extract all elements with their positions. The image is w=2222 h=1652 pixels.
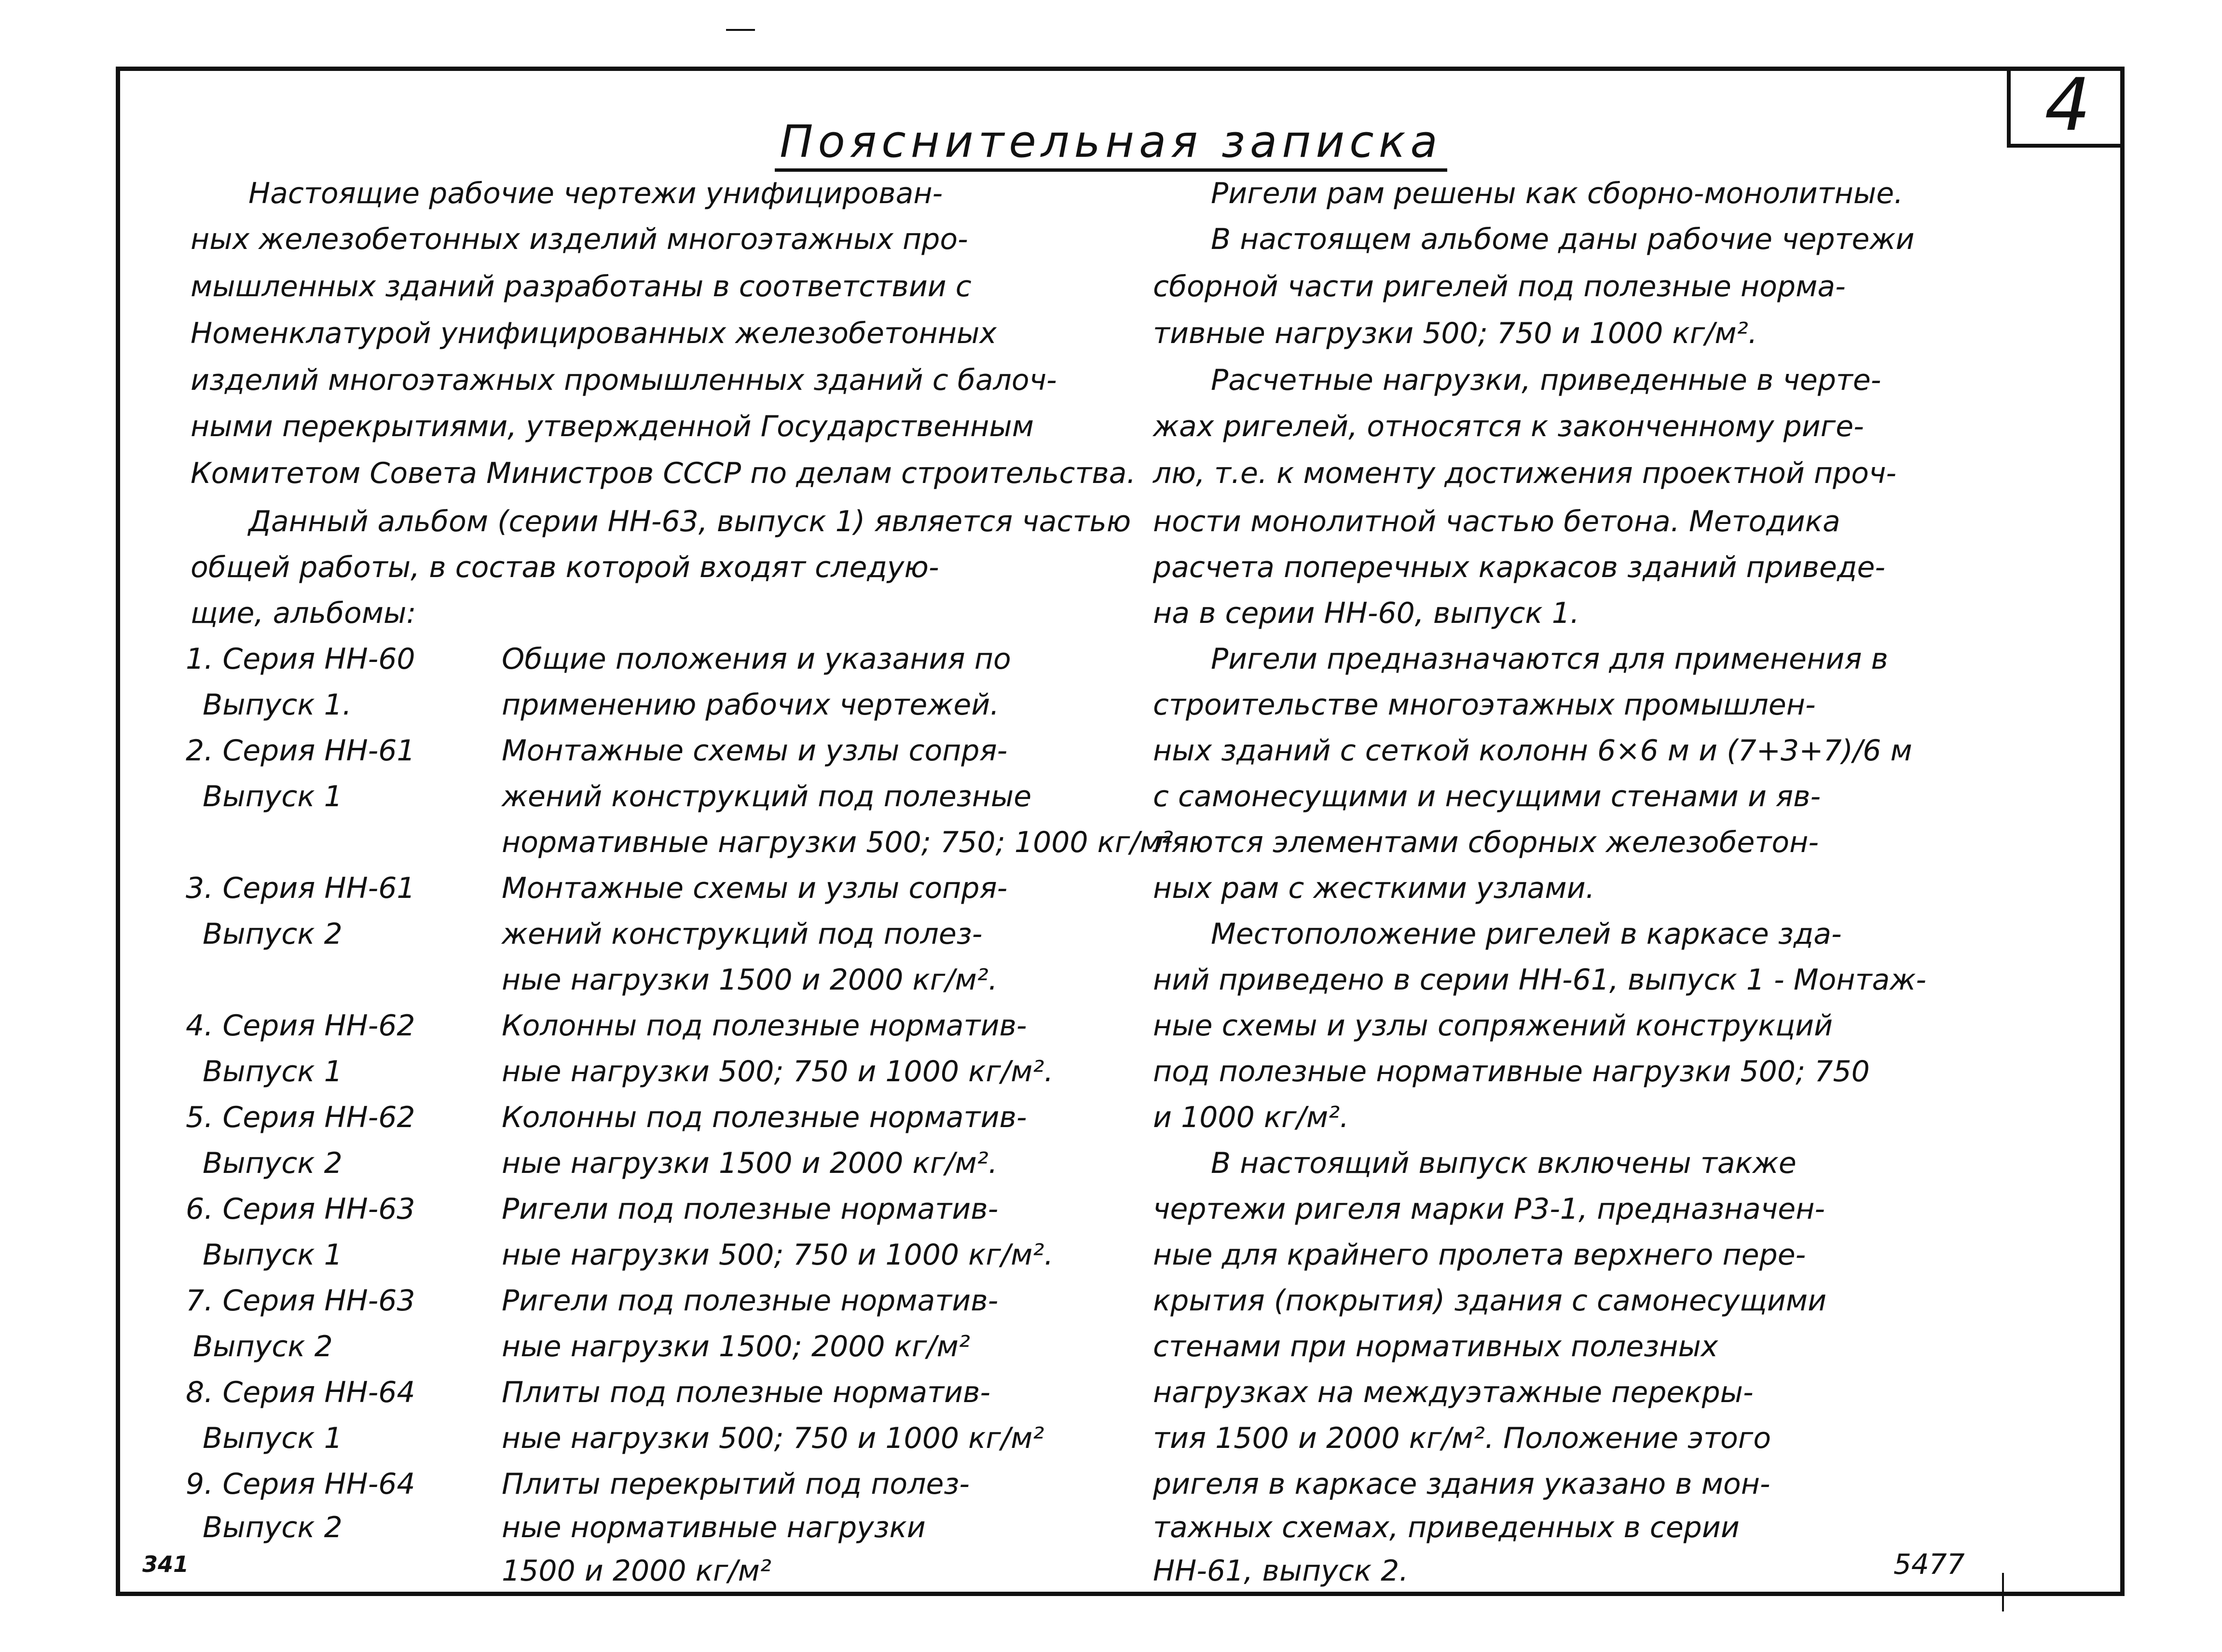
album-desc-line: Плиты перекрытий под полез- — [502, 1467, 970, 1501]
album-desc-line: ные нагрузки 1500 и 2000 кг/м². — [502, 1146, 998, 1180]
frame-tick-mark — [2002, 1573, 2004, 1611]
album-desc-line: применению рабочих чертежей. — [502, 688, 1000, 722]
right-line: ные для крайнего пролета верхнего пере- — [1153, 1238, 1806, 1272]
intro-line: Номенклатурой унифицированных железобетонных — [191, 317, 997, 350]
frame-tick-mark — [726, 29, 755, 31]
corner-mark: 341 — [142, 1551, 189, 1577]
album-desc-line: ные нагрузки 500; 750 и 1000 кг/м². — [502, 1238, 1054, 1272]
right-line: под полезные нормативные нагрузки 500; 750 — [1153, 1055, 1870, 1088]
album-desc-line: ные нагрузки 500; 750 и 1000 кг/м² — [502, 1421, 1044, 1455]
album-series: 5. Серия НН-62 — [186, 1101, 415, 1134]
album-issue: Выпуск 1 — [203, 1421, 343, 1455]
right-line: ных рам с жесткими узлами. — [1153, 871, 1595, 905]
title-block — [0, 116, 2222, 167]
intro-line: ных железобетонных изделий многоэтажных про- — [191, 222, 968, 256]
album-issue: Выпуск 1 — [203, 1238, 343, 1272]
album-desc-line: Плиты под полезные норматив- — [502, 1376, 991, 1409]
album-desc-line: 1500 и 2000 кг/м² — [502, 1554, 771, 1588]
album-series: 1. Серия НН-60 — [186, 642, 415, 676]
right-line: строительстве многоэтажных промышлен- — [1153, 688, 1816, 722]
right-line: тия 1500 и 2000 кг/м². Положение этого — [1153, 1421, 1771, 1455]
right-line: тажных схемах, приведенных в серии — [1153, 1511, 1740, 1544]
album-desc-line: ные нормативные нагрузки — [502, 1511, 926, 1544]
album-issue: Выпуск 2 — [193, 1330, 333, 1363]
right-line: нагрузках на междуэтажные перекры- — [1153, 1376, 1754, 1409]
right-line: с самонесущими и несущими стенами и яв- — [1153, 780, 1821, 813]
intro-line: ными перекрытиями, утвержденной Государственным — [191, 410, 1034, 443]
album-series: 3. Серия НН-61 — [186, 871, 415, 905]
album-desc-line: ные нагрузки 1500 и 2000 кг/м². — [502, 963, 998, 997]
right-line: Расчетные нагрузки, приведенные в черте- — [1211, 363, 1881, 397]
album-desc-line: жений конструкций под полез- — [502, 917, 983, 951]
album-desc-line: Монтажные схемы и узлы сопря- — [502, 734, 1008, 768]
document-number: 5477 — [1893, 1548, 1965, 1581]
album-desc-line: Общие положения и указания по — [502, 642, 1011, 676]
right-line: ных зданий с сеткой колонн 6×6 м и (7+3+7)/6 м — [1153, 734, 1912, 768]
right-line: ные схемы и узлы сопряжений конструкций — [1153, 1009, 1833, 1043]
right-line: В настоящем альбоме даны рабочие чертежи — [1211, 222, 1915, 256]
sheet-number: 4 — [2044, 63, 2091, 147]
right-line: ности монолитной частью бетона. Методика — [1153, 505, 1840, 538]
album-desc-line: жений конструкций под полезные — [502, 780, 1032, 813]
album-desc-line: ные нагрузки 1500; 2000 кг/м² — [502, 1330, 970, 1363]
album-desc-line: Колонны под полезные норматив- — [502, 1009, 1027, 1043]
album-issue: Выпуск 2 — [203, 1511, 343, 1544]
right-line: ригеля в каркасе здания указано в мон- — [1153, 1467, 1770, 1501]
right-line: чертежи ригеля марки Р3-1, предназначен- — [1153, 1192, 1825, 1226]
right-line: крытия (покрытия) здания с самонесущими — [1153, 1284, 1827, 1318]
intro-line: щие, альбомы: — [191, 596, 416, 630]
intro-line: общей работы, в состав которой входят следую- — [191, 551, 939, 584]
right-line: ляются элементами сборных железобетон- — [1153, 826, 1819, 859]
right-line: Ригели рам решены как сборно-монолитные. — [1211, 177, 1904, 210]
right-line: и 1000 кг/м². — [1153, 1101, 1349, 1134]
album-series: 2. Серия НН-61 — [186, 734, 415, 768]
album-issue: Выпуск 1 — [203, 1055, 343, 1088]
right-line: расчета поперечных каркасов зданий приведе- — [1153, 551, 1886, 584]
album-series: 9. Серия НН-64 — [186, 1467, 415, 1501]
right-line: на в серии НН-60, выпуск 1. — [1153, 596, 1579, 630]
intro-line: Данный альбом (серии НН-63, выпуск 1) является частью — [248, 505, 1131, 538]
album-issue: Выпуск 2 — [203, 1146, 343, 1180]
album-desc-line: нормативные нагрузки 500; 750; 1000 кг/м² — [502, 826, 1173, 859]
album-issue: Выпуск 1 — [203, 780, 343, 813]
album-desc-line: ные нагрузки 500; 750 и 1000 кг/м². — [502, 1055, 1054, 1088]
right-line: лю, т.е. к моменту достижения проектной проч- — [1153, 456, 1897, 490]
right-line: стенами при нормативных полезных — [1153, 1330, 1718, 1363]
album-desc-line: Колонны под полезные норматив- — [502, 1101, 1027, 1134]
intro-line: Комитетом Совета Министров СССР по делам строительства. — [191, 456, 1136, 490]
right-line: НН-61, выпуск 2. — [1153, 1554, 1409, 1588]
right-line: Ригели предназначаются для применения в — [1211, 642, 1888, 676]
album-series: 8. Серия НН-64 — [186, 1376, 415, 1409]
right-line: тивные нагрузки 500; 750 и 1000 кг/м². — [1153, 317, 1757, 350]
intro-line: мышленных зданий разработаны в соответствии с — [191, 270, 972, 303]
right-line: жах ригелей, относятся к законченному риге- — [1153, 410, 1864, 443]
right-line: В настоящий выпуск включены также — [1211, 1146, 1797, 1180]
page-title: Пояснительная записка — [775, 116, 1447, 172]
intro-line: изделий многоэтажных промышленных зданий с балоч- — [191, 363, 1057, 397]
album-issue: Выпуск 2 — [203, 917, 343, 951]
right-line: сборной части ригелей под полезные норма- — [1153, 270, 1846, 303]
right-line: ний приведено в серии НН-61, выпуск 1 - Монтаж- — [1153, 963, 1927, 997]
album-series: 6. Серия НН-63 — [186, 1192, 415, 1226]
intro-line: Настоящие рабочие чертежи унифицирован- — [248, 177, 943, 210]
right-line: Местоположение ригелей в каркасе зда- — [1211, 917, 1842, 951]
album-desc-line: Монтажные схемы и узлы сопря- — [502, 871, 1008, 905]
album-issue: Выпуск 1. — [203, 688, 352, 722]
album-desc-line: Ригели под полезные норматив- — [502, 1284, 999, 1318]
album-desc-line: Ригели под полезные норматив- — [502, 1192, 999, 1226]
album-series: 4. Серия НН-62 — [186, 1009, 415, 1043]
album-series: 7. Серия НН-63 — [186, 1284, 415, 1318]
